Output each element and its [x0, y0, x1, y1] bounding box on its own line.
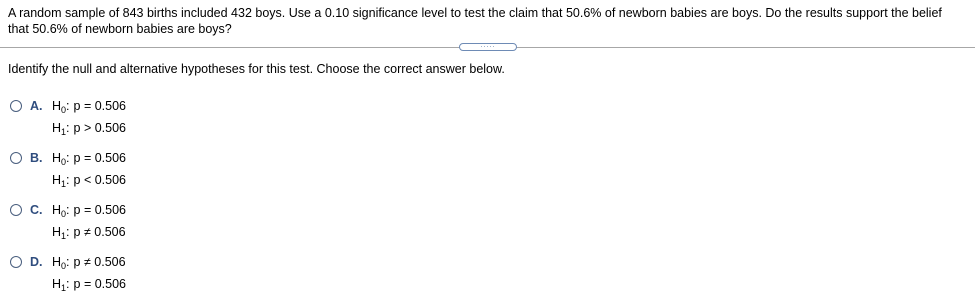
null-hypothesis: $H_0$: p = 0.506	[52, 203, 127, 219]
null-hypothesis: $H_0$: p ≠ 0.506	[52, 255, 126, 271]
option-b[interactable]	[10, 150, 210, 196]
option-letter: B.	[30, 151, 43, 165]
alternative-hypothesis: $H_1$: p < 0.506	[52, 173, 127, 189]
option-a[interactable]	[10, 98, 210, 144]
alternative-hypothesis: $H_1$: p = 0.506	[52, 277, 127, 293]
radio-button-d[interactable]	[10, 256, 22, 268]
question-text: A random sample of 843 births included 432 boys. Use a 0.10 significance level to test the claim that 50.6% of newborn babies are boys. Do the results support the belief that 50.6% of newborn babies are boys?	[8, 6, 942, 36]
option-d[interactable]	[10, 254, 210, 300]
option-letter: C.	[30, 203, 43, 217]
option-letter: A.	[30, 99, 43, 113]
radio-button-b[interactable]	[10, 152, 22, 164]
more-button-label: .....	[480, 42, 496, 49]
instruction-text: Identify the null and alternative hypotheses for this test. Choose the correct answer below.	[8, 62, 505, 76]
alternative-hypothesis: $H_1$: p > 0.506	[52, 121, 127, 137]
option-letter: D.	[30, 255, 43, 269]
alternative-hypothesis: $H_1$: p ≠ 0.506	[52, 225, 126, 241]
radio-button-a[interactable]	[10, 100, 22, 112]
more-button[interactable]	[459, 43, 517, 51]
option-c[interactable]	[10, 202, 210, 248]
null-hypothesis: $H_0$: p = 0.506	[52, 99, 127, 115]
null-hypothesis: $H_0$: p = 0.506	[52, 151, 127, 167]
radio-button-c[interactable]	[10, 204, 22, 216]
